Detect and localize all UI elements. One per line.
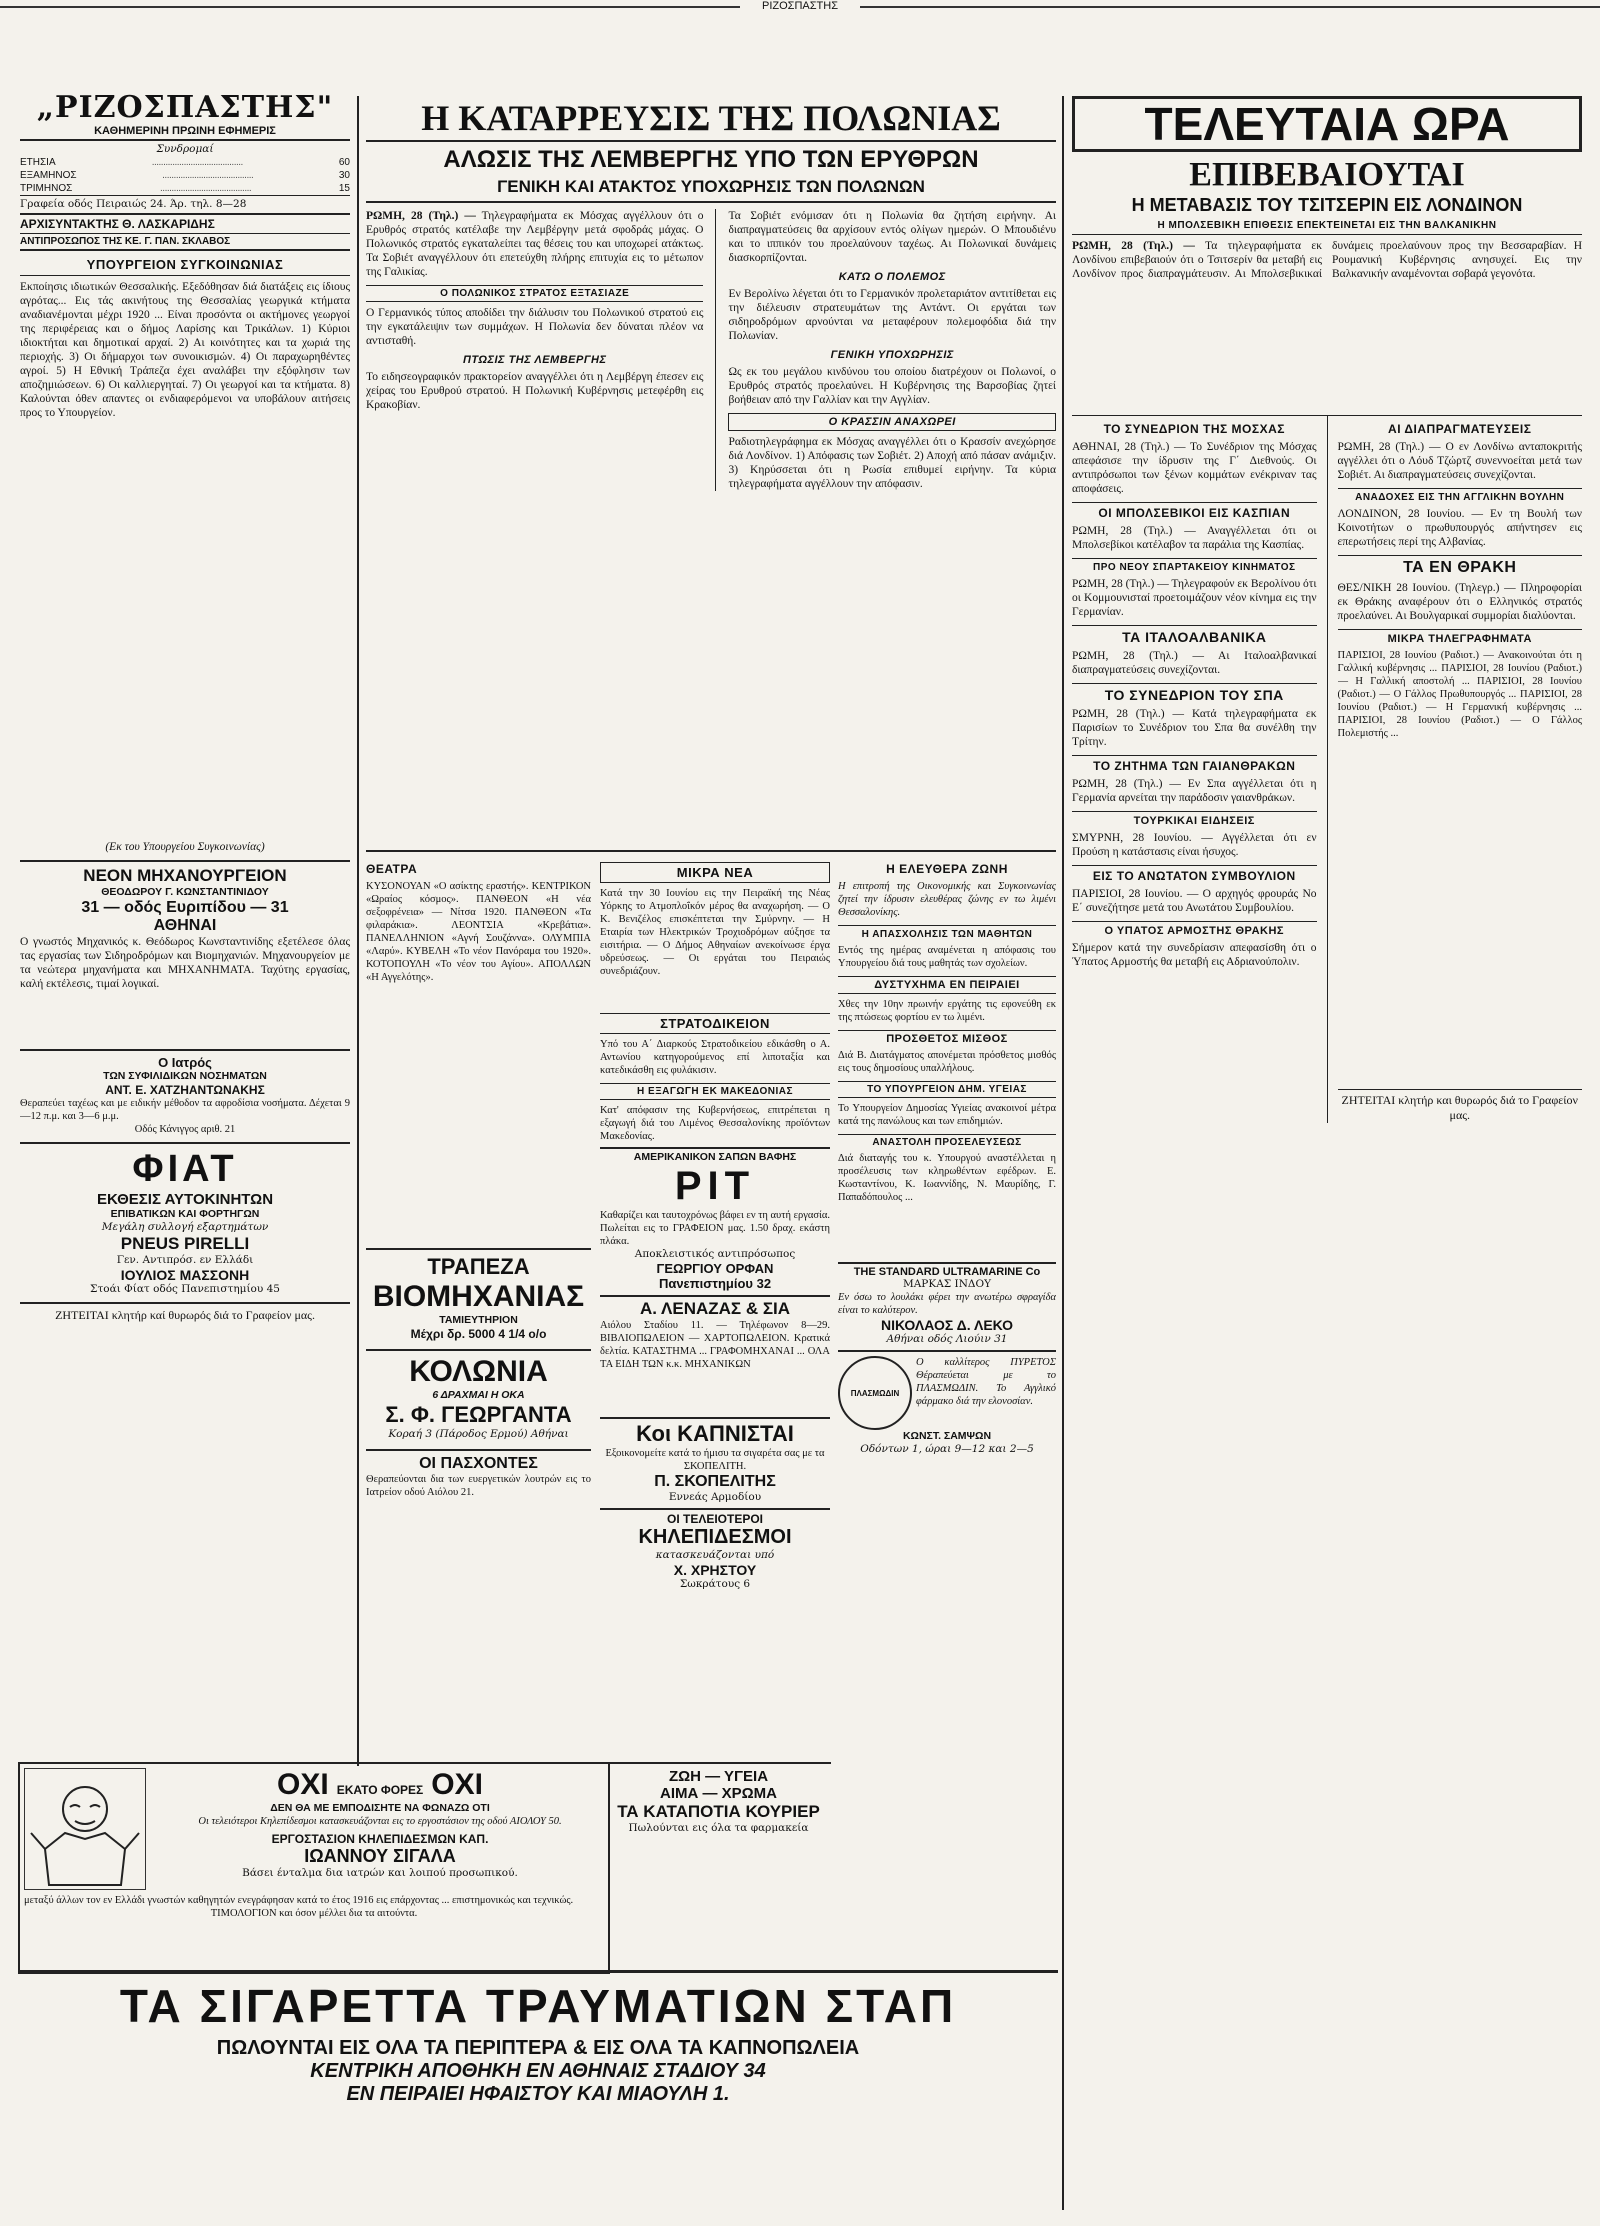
theatre-body: ΚΥΣΟΝΟΥΑΝ «Ο ασίκτης εραστής». ΚΕΝΤΡΙΚΟΝ «Ωραίος κόσμος». ΠΑΝΘΕΟΝ «Η νέα σεξοφρένεια» — Νίτσα 1920. ΠΑΝΘΕΟΝ «Τα φιλαράκια». ΛΕΟΝΤΣΙΑ «Κρεβάτια». ΠΑΝΕΛΛΗΝΙΟΝ «Αγνή Σουζάννα». ΟΛΥΜΠΙΑ «Λαρύ». ΚΥΒΕΛΗ «Το νέον Πανόραμα του 1920». ΚΟΤΟΠΟΥΛΗ «Το νέον του Αγίου». ΑΠΟΛΛΩΝ «Η Αγγελότης».	[366, 881, 591, 983]
lead-col-2	[728, 209, 1056, 491]
court-title: ΣΤΡΑΤΟΔΙΚΕΙΟΝ	[600, 1013, 830, 1034]
latest-head-1: ΕΠΙΒΕΒΑΙΟΥΤΑΙ	[1189, 156, 1465, 193]
health-title: ΤΟ ΥΠΟΥΡΓΕΙΟΝ ΔΗΜ. ΥΓΕΙΑΣ	[838, 1081, 1056, 1098]
left-wanted: ΖΗΤΕΙΤΑΙ κλητήρ καί θυρωρός διά το Γραφείον μας.	[20, 1302, 350, 1323]
fever-name: ΚΩΝΣΤ. ΣΑΜΨΩΝ	[902, 1430, 992, 1442]
supreme-council-title: ΕΙΣ ΤΟ ΑΝΩΤΑΤΟΝ ΣΥΜΒΟΥΛΙΟΝ	[1072, 865, 1317, 883]
cologne-subtitle: 6 ΔΡΑΧΜΑΙ Η ΟΚΑ	[432, 1389, 525, 1401]
middle-col-c	[838, 856, 1056, 1756]
rit-body: Καθαρίζει και ταυτοχρόνως βάφει εν τη αυτή εργασία. Πωλείται εις το ΓΡΑΦΕΙΟΝ μας. 1.50 δραχ. εκάστη πλάκα.	[600, 1210, 830, 1247]
bank-subtitle: ΒΙΟΜΗΧΑΝΙΑΣ	[372, 1280, 585, 1313]
lead-sub-3: ΚΑΤΩ Ο ΠΟΛΕΜΟΣ	[838, 271, 946, 283]
subs-row: ΤΡΙΜΗΝΟΣ ........................................ 15	[20, 183, 350, 194]
salary-title: ΠΡΟΣΘΕΤΟΣ ΜΙΣΘΟΣ	[838, 1030, 1056, 1045]
lead-sub-4: ΓΕΝΙΚΗ ΥΠΟΧΩΡΗΣΙΣ	[830, 349, 954, 361]
fiat-brand: PNEUS PIRELLI	[120, 1234, 250, 1253]
ochi-headline: ΟΧΙ ΕΚΑΤΟ ΦΟΡΕΣ ΟΧΙ	[277, 1768, 483, 1801]
latest-body-block: ΡΩΜΗ, 28 (Τηλ.) — Τα τηλεγραφήματα εκ Λονδίνου επιβεβαιούν ότι ο Τσιτσερίν θα μεταβή εις Λονδίνον προς διαπραγμάτευσιν. Αι Μπολσεβικικαί δυνάμεις προελαύνουν προς την Βεσσαραβίαν. Η Ρουμανική Κυβέρνησις ανησυχεί. Εις την Βαλκανικήν αναμένονται σοβαρά γεγονότα.	[1072, 240, 1582, 280]
smokers-title: Κοι ΚΑΠΝΙΣΤΑΙ	[636, 1421, 794, 1446]
masthead-subtitle: ΚΑΘΗΜΕΡΙΝΗ ΠΡΩΙΝΗ ΕΦΗΜΕΡΙΣ	[20, 125, 350, 141]
lead-deck-1: ΑΛΩΣΙΣ ΤΗΣ ΛΕΜΒΕΡΓΗΣ ΥΠΟ ΤΩΝ ΕΡΥΘΡΩΝ	[443, 146, 979, 173]
rit-ad	[600, 1147, 830, 1291]
smokers-ad	[600, 1417, 830, 1504]
smokers-address: Εννεάς Αρμοδίου	[668, 1491, 762, 1503]
mikra-title: ΜΙΚΡΑ ΝΕΑ	[600, 862, 830, 883]
caspian-body: ΡΩΜΗ, 28 (Τηλ.) — Αναγγέλλεται ότι οι Μπολσεβίκοι κατέλαβον τα παράλια της Κασπίας.	[1072, 525, 1317, 551]
sufferers-ad	[366, 1449, 591, 1499]
court-body: Υπό του Α΄ Διαρκούς Στρατοδικείου εδικάσθη ο Α. Αντωνίου κατηγορούμενος επί λιποταξία και κατεδικάσθη εις φυλάκισιν.	[600, 1039, 830, 1076]
clinic-body: Θεραπεύει ταχέως και με ειδικήν μέθοδον τα αφροδίσια νοσήματα. Δέχεται 9—12 π.μ. και 3—6 μ.μ.	[20, 1098, 350, 1122]
free-zone-body: Η επιτροπή της Οικονομικής και Συγκοινωνίας ζητεί την ίδρυσιν ελευθέρας ζώνης εν τω λιμένι Θεσσαλονίκης.	[838, 881, 1056, 918]
clinic-address: Οδός Κάνιγγος αριθ. 21	[134, 1124, 236, 1135]
trusses-subtitle: ΚΗΛΕΠΙΔΕΣΜΟΙ	[638, 1526, 792, 1548]
trusses-ad	[600, 1508, 830, 1591]
coal-title: ΤΟ ΖΗΤΗΜΑ ΤΩΝ ΓΑΙΑΝΘΡΑΚΩΝ	[1072, 755, 1317, 773]
fever-address: Οδόντων 1, ώραι 9—12 και 2—5	[860, 1443, 1034, 1455]
pills-note: Πωλούνται εις όλα τα φαρμακεία	[628, 1822, 809, 1834]
trusses-address: Σωκράτους 6	[679, 1578, 751, 1590]
lead-body-6: Ραδιοτηλεγράφημα εκ Μόσχας αναγγέλλει ότι ο Κρασσίν ανεχώρησε διά Λονδίνον. 1) Απόφασις των Σοβιέτ. 2) Αποχή από πάσαν ανάμιξιν. 3) Κηρύσσεται ότι η Ρωσία επιθυμεί ειρήνην. Τα κύρια τηλεγραφήματα αγγέλλουν την απόφασιν.	[728, 436, 1056, 490]
negotiations-title: ΑΙ ΔΙΑΠΡΑΓΜΑΤΕΥΣΕΙΣ	[1388, 422, 1532, 436]
lead-col-1	[366, 209, 703, 491]
lead-body-4: Εν Βερολίνω λέγεται ότι το Γερμανικόν προλεταριάτον αντιτίθεται εις την διέλευσιν στρατευμάτων της Αντάντ. Οι εργάται των σιδηροδρόμων αρνούνται να μεταφέρουν πολεμοφόδια διά την Πολωνίαν.	[728, 288, 1056, 342]
lead-dateline: ΡΩΜΗ, 28 (Τηλ.) —	[366, 210, 476, 222]
cologne-name: Σ. Φ. ΓΕΩΡΓΑΝΤΑ	[385, 1402, 572, 1427]
running-header: ΡΙΖΟΣΠΑΣΤΗΣ	[740, 0, 860, 12]
standard-ad	[838, 1262, 1056, 1346]
standard-subtitle: ΜΑΡΚΑΣ ΙΝΔΟΥ	[902, 1278, 992, 1290]
smokers-name: Π. ΣΚΟΠΕΛΙΤΗΣ	[654, 1473, 776, 1490]
lenazas-title: Α. ΛΕΝΑΖΑΣ & ΣΙΑ	[639, 1299, 791, 1318]
workshop-title: ΝΕΟΝ ΜΗΧΑΝΟΥΡΓΕΙΟΝ	[83, 866, 287, 885]
lenazas-body: Αιόλου Σταδίου 11. — Τηλέφωνον 8—29. ΒΙΒΛΙΟΠΩΛΕΙΟΝ — ΧΑΡΤΟΠΩΛΕΙΟΝ. Κρατικά δελτία. ΚΑΤΑΣΤΗΜΑ ... ΓΡΑΦΟΜΗΧΑΝΑΙ ... ΟΛΑ ΤΑ ΕΙΔΗ ΤΩΝ κ.κ. ΜΗΧΑΝΙΚΩΝ	[600, 1320, 830, 1370]
thrace-commissioner-body: Σήμερον κατά την συνεδρίασιν απεφασίσθη ότι ο Ύπατος Αρμοστής θα μεταβή εις Αδριανούπολιν.	[1072, 942, 1317, 968]
fiat-subtitle: ΕΚΘΕΣΙΣ ΑΥΤΟΚΙΝΗΤΩΝ	[96, 1191, 274, 1208]
fiat-agent: Γεν. Αντιπρόσ. εν Ελλάδι	[116, 1254, 254, 1266]
british-parliament-title: ΑΝΑΔΟΧΕΣ ΕΙΣ ΤΗΝ ΑΓΓΛΙΚΗΝ ΒΟΥΛΗΝ	[1338, 488, 1583, 503]
rit-address: Πανεπιστημίου 32	[658, 1276, 772, 1291]
cologne-title: ΚΟΛΩΝΙΑ	[409, 1355, 548, 1388]
factory-name: ΙΩΑΝΝΟΥ ΣΙΓΑΛΑ	[304, 1846, 456, 1866]
ochi-subtitle: ΔΕΝ ΘΑ ΜΕ ΕΜΠΟΔΙΣΗΤΕ ΝΑ ΦΩΝΑΖΩ ΟΤΙ	[270, 1802, 490, 1814]
coal-body: ΡΩΜΗ, 28 (Τηλ.) — Εν Σπα αγγέλλεται ότι η Γερμανία αρνείται την παράδοσιν γαιανθράκων.	[1072, 778, 1317, 804]
mikra-body: Κατά την 30 Ιουνίου εις την Πειραϊκή της Νέας Υόρκης το Ατμοπλοΐκόν μέρος θα αναχωρήση. — Ο Κ. Βενιζέλος επισκέπτεται την Σμύρνην. — Η Εταιρία των Ηλεκτρικών Τροχιοδρόμων αύξησε τα εισιτήρια. — Ο Δήμος Αθηναίων ανεκοίνωσε έργα υδρεύσεως. — Οι εργάται του Πειραιώς συνεδριάζουν.	[600, 888, 830, 977]
left-column	[20, 90, 350, 1730]
lead-body-5: Ως εκ του μεγάλου κινδύνου του οποίου διατρέχουν οι Πολωνοί, ο Ερυθρός στρατός προελαύνει. Η Κυβέρνησις της Βαρσοβίας ζητεί βοήθειαν από την Γαλλίαν και την Αγγλίαν.	[728, 366, 1056, 406]
workshop-ad	[20, 860, 350, 1045]
bank-title: ΤΡΑΠΕΖΑ	[427, 1254, 530, 1279]
health-body: Το Υπουργείον Δημοσίας Υγιείας ανακοινοί μέτρα κατά της πανώλους και των επιδημιών.	[838, 1103, 1056, 1127]
moscow-congress-body: ΑΘΗΝΑΙ, 28 (Τηλ.) — Το Συνέδριον της Μόσχας απεφάσισε την ίδρυσιν της Γ΄ Διεθνούς. Οι αντιπρόσωποι των ξένων κομμάτων ενέκριναν τας αποφάσεις.	[1072, 441, 1317, 495]
rit-logo: ΡΙΤ	[674, 1164, 756, 1208]
negotiations-body: ΡΩΜΗ, 28 (Τηλ.) — Ο εν Λονδίνω ανταποκριτής αγγέλλει ότι ο Λόυδ Τζώρτζ συνεννοείται μετά των Σοβιέτ. Αι διαπραγματεύσεις συνεχίζονται.	[1337, 441, 1582, 481]
brief-telegrams-body: ΠΑΡΙΣΙΟΙ, 28 Ιουνίου (Ραδιοτ.) — Ανακοινούται ότι η Γαλλική κυβέρνησις ... ΠΑΡΙΣΙΟΙ, 28 Ιουνίου (Ραδιοτ.) — Η Γαλλική αποστολή ... ΠΑΡΙΣΙΟΙ, 28 Ιουνίου (Ραδιοτ.) — Ο Γάλλος Πρωθυπουργός ... ΠΑΡΙΣΙΟΙ, 28 Ιουνίου (Ραδιοτ.) — Η Γερμανική κυβέρνησις ... ΠΑΡΙΣΙΟΙ, 28 Ιουνίου (Ραδιοτ.) — Ο Γάλλος Πολεμιστής ...	[1337, 650, 1582, 739]
caspian-title: ΟΙ ΜΠΟΛΣΕΒΙΚΟΙ ΕΙΣ ΚΑΣΠΙΑΝ	[1072, 502, 1317, 520]
cigarette-title: ΤΑ ΣΙΓΑΡΕΤΤΑ ΤΡΑΥΜΑΤΙΩΝ ΣΤΑΠ	[119, 1980, 957, 2032]
middle-col-a	[366, 856, 591, 1756]
turkish-body: ΣΜΥΡΝΗ, 28 Ιουνίου. — Αγγέλλεται ότι εν Προύση η κατάστασις είναι ήσυχος.	[1072, 832, 1317, 858]
truss-note-1: μεταξύ άλλων τον εν Ελλάδι γνωστών καθηγητών ενεγράφησαν κατά το έτος 1916 εις επάρχοντας ... επιστημονικώς και τεχνικώς.	[24, 1895, 574, 1906]
brief-telegrams-title: ΜΙΚΡΑ ΤΗΛΕΓΡΑΦΗΜΑΤΑ	[1338, 629, 1583, 645]
free-zone-title: Η ΕΛΕΥΘΕΡΑ ΖΩΝΗ	[886, 862, 1008, 876]
thrace-body: ΘΕΣ/ΝΙΚΗ 28 Ιουνίου. (Τηλεγρ.) — Πληροφορίαι εκ Θράκης αναφέρουν ότι ο Ελληνικός στρατός προελαύνει. Αι Βουλγαρικαί συμμορίαι διαλύονται.	[1337, 582, 1582, 622]
sufferers-body: Θεραπεύονται δια των ευεργετικών λουτρών εις το Ιατρείον οδού Αιόλου 21.	[366, 1474, 591, 1498]
italoalbanian-body: ΡΩΜΗ, 28 (Τηλ.) — Αι Ιταλοαλβανικαί διαπραγματεύσεις συνεχίζονται.	[1072, 650, 1317, 676]
bank-note: ΤΑΜΙΕΥΤΗΡΙΟΝ	[439, 1314, 518, 1326]
theatre-title: ΘΕΑΤΡΑ	[366, 862, 418, 876]
spa-body: ΡΩΜΗ, 28 (Τηλ.) — Κατά τηλεγραφήματα εκ Παρισίων το Συνέδριον του Σπα θα συνέλθη την Τρίτην.	[1072, 708, 1317, 748]
trusses-title: ΟΙ ΤΕΛΕΙΟΤΕΡΟΙ	[666, 1512, 764, 1526]
workshop-address: 31 — οδός Ευριπίδου — 31	[81, 899, 289, 916]
elections-body: Διά διαταγής του κ. Υπουργού αναστέλλεται η προσέλευσις των κληρωθέντων εφέδρων. Ε. Κωσταντίνου, Κ. Ιωαννίδης, Ν. Μαυρίδης, Γ. Παπαδόπουλος ...	[838, 1153, 1056, 1203]
spartacist-body: ΡΩΜΗ, 28 (Τηλ.) — Τηλεγραφούν εκ Βερολίνου ότι οι Κομμουνισταί προετοιμάζουν νέον κίνημα εις την Γερμανίαν.	[1072, 578, 1317, 618]
workshop-body: Ο γνωστός Μηχανικός κ. Θεόδωρος Κωνσταντινίδης εξετέλεσε όλας τας εργασίας των Σιδηροδρόμων και Βιομηχανιών. Μηχανουργείον με τα νεώτερα μηχανήματα και ΜΗΧΑΝΗΜΑΤΑ. Ταχύτης εργασίας, καλή εκτέλεσις, τιμαί λογικαί.	[20, 936, 350, 990]
ministry-body: Εκποίησις ιδιωτικών Θεσσαλικής. Εξεδόθησαν διά διατάξεις εις ίδιους αγρότας... Εις τάς ακινήτους της Θεσσαλίας γεωργικά κτήματα αναδιανέμονται μέχρι 1920 ... Είναι προσόντα οι ακτήμονες γεωργοί της περιφέρειας και ο δήμος Λαρίσης και Τρικάλων. 1) Κύριοι ιδιοκτήται και δημοτικαί αρχαί. 2) Αι κοινότητες και τα χωριά της περιοχής. 3) Οι δήμαρχοι των συνοικισμών. 4) Οι παραχωρηθέντες αγροί. 5) Η Εθνική Τράπεζα έχει αναλάβει την εξόφλησιν των αποζημιώσεων. 6) Οι καλλιεργηταί. 7) Οι γεωργοί και τα κτήματα. 8) Καλούνται όθεν απαντες οι ενδιαφερόμενοι να υποβάλουν αιτήσεις προς το Υπουργείον.	[20, 281, 350, 419]
masthead-title: „ΡΙΖΟΣΠΑΣΤΗΣ"	[36, 90, 334, 125]
thrace-title: ΤΑ ΕΝ ΘΡΑΚΗ	[1338, 555, 1583, 577]
trusses-body: κατασκευάζονται υπό	[655, 1549, 775, 1561]
fiat-agent-name: ΙΟΥΛΙΟΣ ΜΑΣΣΟΝΗ	[120, 1267, 250, 1283]
export-body: Κατ' απόφασιν της Κυβερνήσεως, επιτρέπεται η εξαγωγή διά του Λιμένος Θεσσαλονίκης προϊόντων Μακεδονίας.	[600, 1105, 830, 1142]
bank-ad	[366, 1248, 591, 1341]
lead-sub-5: Ο ΚΡΑΣΣΙΝ ΑΝΑΧΩΡΕΙ	[728, 413, 1056, 431]
lead-sub-2: ΠΤΩΣΙΣ ΤΗΣ ΛΕΜΒΕΡΓΗΣ	[462, 354, 607, 366]
standard-name: ΝΙΚΟΛΑΟΣ Δ. ΛΕΚΟ	[880, 1317, 1014, 1333]
standard-body: Εν όσω το λουλάκι φέρει την ανωτέρω σφραγίδα είναι το καλύτερον.	[838, 1292, 1056, 1316]
masthead-editor: ΑΡΧΙΣΥΝΤΑΚΤΗΣ Θ. ΛΑΣΚΑΡΙΔΗΣ	[20, 215, 350, 234]
right-wanted: ΖΗΤΕΙΤΑΙ κλητήρ και θυρωρός διά το Γραφείον μας.	[1338, 1089, 1583, 1123]
spartacist-title: ΠΡΟ ΝΕΟΥ ΣΠΑΡΤΑΚΕΙΟΥ ΚΙΝΗΜΑΤΟΣ	[1072, 558, 1317, 573]
british-parliament-body: ΛΟΝΔΙΝΟΝ, 28 Ιουνίου. — Εν τη Βουλή των Κοινοτήτων ο πρωθυπουργός απήντησεν εις επερωτήσεις περί της Αλβανίας.	[1337, 508, 1582, 548]
accident-title: ΔΥΣΤΥΧΗΜΑ ΕΝ ΠΕΙΡΑΙΕΙ	[838, 976, 1056, 994]
students-body: Εντός της ημέρας αναμένεται η απόφασις του Υπουργείου διά τους μαθητάς των σχολείων.	[838, 945, 1056, 969]
lenazas-ad	[600, 1295, 830, 1413]
ministry-signature: (Εκ του Υπουργείου Συγκοινωνίας)	[105, 841, 265, 853]
accident-body: Χθες την 10ην πρωινήν εργάτης τις εφονεύθη εκ της πτώσεως φορτίου εν τω λιμένι.	[838, 999, 1056, 1023]
moscow-congress-title: ΤΟ ΣΥΝΕΔΡΙΟΝ ΤΗΣ ΜΟΣΧΑΣ	[1103, 422, 1285, 436]
rit-pretitle: ΑΜΕΡΙΚΑΝΙΚΟΝ ΣΑΠΩΝ ΒΑΦΗΣ	[633, 1151, 797, 1163]
lead-body-1: Τηλεγραφήματα εκ Μόσχας αγγέλλουν ότι ο Ερυθρός στρατός κατέλαβε την Λεμβέργην μετά σφοδράς μάχας. Ο Πολωνικός στρατός εγκαταλείπει τας θέσεις του και υποχωρεί ατάκτως. Τα Σοβιέτ αναγγέλλουν ότι επετεύχθη πλήρης επιτυχία εις το μέτωπον της Γαλικίας.	[366, 210, 704, 278]
lead-body-col2: Τα Σοβιέτ ενόμισαν ότι η Πολωνία θα ζητήση ειρήνην. Αι διαπραγματεύσεις θα αρχίσουν εντός ολίγων ημερών. Ο Μπουδιένυ και το ιππικόν του προελαύνουν ταχέως. Αι Πολωνικαί δυνάμεις διασκορπίζονται.	[728, 210, 1056, 264]
latest-col-left	[1072, 416, 1317, 1123]
plasmodin-seal-icon: ΠΛΑΣΜΩΔΙΝ	[838, 1356, 912, 1430]
supreme-council-body: ΠΑΡΙΣΙΟΙ, 28 Ιουνίου. — Ο αρχηγός φρουράς Νο Ε΄ συνεζήτησε μετά του Ανωτάτου Συμβουλίου.	[1072, 888, 1317, 914]
sufferers-title: ΟΙ ΠΑΣΧΟΝΤΕΣ	[419, 1455, 538, 1472]
latest-title: ΤΕΛΕΥΤΑΙΑ ΩΡΑ	[1072, 96, 1582, 152]
fever-ad	[838, 1350, 1056, 1430]
fiat-body: Μεγάλη συλλογή εξαρτημάτων	[101, 1221, 269, 1233]
italoalbanian-title: ΤΑ ΙΤΑΛΟΑΛΒΑΝΙΚΑ	[1072, 625, 1317, 645]
students-title: Η ΑΠΑΣΧΟΛΗΣΙΣ ΤΩΝ ΜΑΘΗΤΩΝ	[838, 925, 1056, 940]
cigarette-line-3: ΕΝ ΠΕΙΡΑΙΕΙ ΗΦΑΙΣΤΟΥ ΚΑΙ ΜΙΑΟΥΛΗ 1.	[346, 2083, 730, 2105]
rit-name: ΓΕΩΡΓΙΟΥ ΟΡΦΑΝ	[656, 1261, 774, 1276]
pills-ad	[606, 1762, 831, 1874]
lead-headline: Η ΚΑΤΑΡΡΕΥΣΙΣ ΤΗΣ ΠΟΛΩΝΙΑΣ	[366, 96, 1056, 142]
subscriptions-table	[20, 156, 350, 195]
lead-sub-1: Ο ΠΟΛΩΝΙΚΟΣ ΣΤΡΑΤΟΣ ΕΞΤΑΣΙΑΖΕ	[366, 285, 703, 302]
cologne-ad	[366, 1349, 591, 1441]
standard-address: Αθήναι οδός Λιούιν 31	[886, 1333, 1008, 1345]
cigarette-line-2: ΚΕΝΤΡΙΚΗ ΑΠΟΘΗΚΗ ΕΝ ΑΘΗΝΑΙΣ ΣΤΑΔΙΟΥ 34	[310, 2060, 766, 2082]
salary-body: Διά Β. Διατάγματος απονέμεται πρόσθετος μισθός εις τους δημοσίους υπαλλήλους.	[838, 1050, 1056, 1074]
lead-story	[366, 96, 1056, 836]
subs-row: ΕΤΗΣΙΑ ........................................ 60	[20, 157, 350, 168]
middle-col-b	[600, 856, 830, 1756]
rit-agent: Αποκλειστικός αντιπρόσωπος	[634, 1248, 796, 1260]
spa-title: ΤΟ ΣΥΝΕΔΡΙΟΝ ΤΟΥ ΣΠΑ	[1072, 683, 1317, 703]
latest-col-right	[1338, 416, 1583, 1123]
elections-title: ΑΝΑΣΤΟΛΗ ΠΡΟΣΕΛΕΥΣΕΩΣ	[838, 1134, 1056, 1148]
masthead-representative: ΑΝΤΙΠΡΟΣΩΠΟΣ ΤΗΣ ΚΕ. Γ. ΠΑΝ. ΣΚΛΑΒΟΣ	[20, 234, 350, 251]
clinic-ad	[20, 1049, 350, 1136]
workshop-city: ΑΘΗΝΑΙ	[153, 917, 217, 934]
fiat-logo: ΦΙΑΤ	[132, 1148, 238, 1190]
workshop-owner: ΘΕΟΔΩΡΟΥ Γ. ΚΩΝΣΤΑΝΤΙΝΙΔΟΥ	[101, 886, 269, 898]
clinic-title: Ο Ιατρός	[158, 1055, 212, 1070]
pills-subtitle: ΑΙΜΑ — ΧΡΩΜΑ	[659, 1785, 778, 1802]
latest-sub: Η ΜΠΟΛΣΕΒΙΚΗ ΕΠΙΘΕΣΙΣ ΕΠΕΚΤΕΙΝΕΤΑΙ ΕΙΣ ΤΗΝ ΒΑΛΚΑΝΙΚΗΝ	[1072, 220, 1582, 235]
fiat-subtitle-2: ΕΠΙΒΑΤΙΚΩΝ ΚΑΙ ΦΟΡΤΗΓΩΝ	[110, 1208, 260, 1220]
subscriptions-label: Συνδρομαί	[156, 143, 214, 155]
standard-title: THE STANDARD ULTRAMARINE Co	[853, 1266, 1041, 1278]
cigarette-banner	[18, 1970, 1058, 2211]
ministry-title: ΥΠΟΥΡΓΕΙΟΝ ΣΥΓΚΟΙΝΩΝΙΑΣ	[20, 257, 350, 276]
pills-title: ΖΩΗ — ΥΓΕΙΑ	[668, 1768, 769, 1785]
latest-news-column	[1072, 96, 1582, 2206]
fever-body: Ο καλλίτερος ΠΥΡΕΤΟΣ Θέραπεύεται με το ΠΛΑΣΜΩΔΙΝ. Το Αγγλικό φάρμακο διά την ελονοσίαν.	[916, 1357, 1056, 1407]
fiat-address: Στοάι Φίατ οδός Πανεπιστημίου 45	[90, 1283, 280, 1295]
bank-rate: Μέχρι δρ. 5000 4 1/4 ο/ο	[410, 1327, 547, 1341]
trusses-name: Χ. ΧΡΗΣΤΟΥ	[673, 1562, 757, 1578]
thrace-commissioner-title: Ο ΥΠΑΤΟΣ ΑΡΜΟΣΤΗΣ ΘΡΑΚΗΣ	[1072, 921, 1317, 937]
turkish-title: ΤΟΥΡΚΙΚΑΙ ΕΙΔΗΣΕΙΣ	[1072, 811, 1317, 827]
cologne-address: Κοραή 3 (Πάροδος Ερμού) Αθήναι	[388, 1428, 569, 1440]
fiat-ad	[20, 1142, 350, 1296]
latest-head-2: Η ΜΕΤΑΒΑΣΙΣ ΤΟΥ ΤΣΙΤΣΕΡΙΝ ΕΙΣ ΛΟΝΔΙΝΟΝ	[1131, 195, 1523, 215]
caricature-illustration	[24, 1768, 146, 1890]
clinic-subtitle: ΤΩΝ ΣΥΦΙΛΙΔΙΚΩΝ ΝΟΣΗΜΑΤΩΝ	[103, 1070, 267, 1082]
clinic-doctor: ΑΝΤ. Ε. ΧΑΤΖΗΑΝΤΩΝΑΚΗΣ	[105, 1083, 265, 1097]
export-title: Η ΕΞΑΓΩΓΗ ΕΚ ΜΑΚΕΔΟΝΙΑΣ	[600, 1083, 830, 1100]
factory-body: Βάσει ένταλμα δια ιατρών και λοιπού προσωπικού.	[242, 1867, 518, 1879]
lead-deck-2: ΓΕΝΙΚΗ ΚΑΙ ΑΤΑΚΤΟΣ ΥΠΟΧΩΡΗΣΙΣ ΤΩΝ ΠΟΛΩΝΩΝ	[366, 178, 1056, 203]
truss-note-2: ΤΙΜΟΛΟΓΙΟΝ και όσον μέλλει δια τα αιτούντα.	[210, 1908, 418, 1919]
masthead-address: Γραφεία οδός Πειραιώς 24. Άρ. τηλ. 8—28	[20, 195, 350, 215]
factory-title: ΕΡΓΟΣΤΑΣΙΟΝ ΚΗΛΕΠΙΔΕΣΜΩΝ ΚΑΠ.	[271, 1832, 489, 1846]
truss-ad-box	[18, 1762, 610, 1974]
pills-name: ΤΑ ΚΑΤΑΠΟΤΙΑ ΚΟΥΡΙΕΡ	[617, 1802, 820, 1821]
cigarette-line-1: ΠΩΛΟΥΝΤΑΙ ΕΙΣ ΟΛΑ ΤΑ ΠΕΡΙΠΤΕΡΑ & ΕΙΣ ΟΛΑ ΤΑ ΚΑΠΝΟΠΩΛΕΙΑ	[216, 2037, 860, 2059]
subs-row: ΕΞΑΜΗΝΟΣ ........................................ 30	[20, 170, 350, 181]
lead-body-3: Το ειδησεογραφικόν πρακτορείον αναγγέλλει ότι η Λεμβέργη έπεσεν εις χείρας του Ερυθρού στρατού. Η Πολωνική Κυβέρνησις μετεφέρθη εις Κρακοβίαν.	[366, 371, 704, 411]
lead-body-2: Ο Γερμανικός τύπος αποδίδει την διάλυσιν του Πολωνικού στρατού εις την εγκατάλειψιν των συμμάχων. Η Πολωνία δεν δύναται πλέον να αντισταθή.	[366, 307, 704, 347]
smokers-body: Εξοικονομείτε κατά το ήμισυ τα σιγαρέτα σας με τα ΣΚΟΠΕΛΙΤΗ.	[605, 1448, 825, 1472]
ochi-body: Οι τελειότεροι Κηλεπίδεσμοι κατασκευάζονται εις το εργοστάσιον της οδού ΑΙΟΛΟΥ 50.	[198, 1816, 562, 1827]
